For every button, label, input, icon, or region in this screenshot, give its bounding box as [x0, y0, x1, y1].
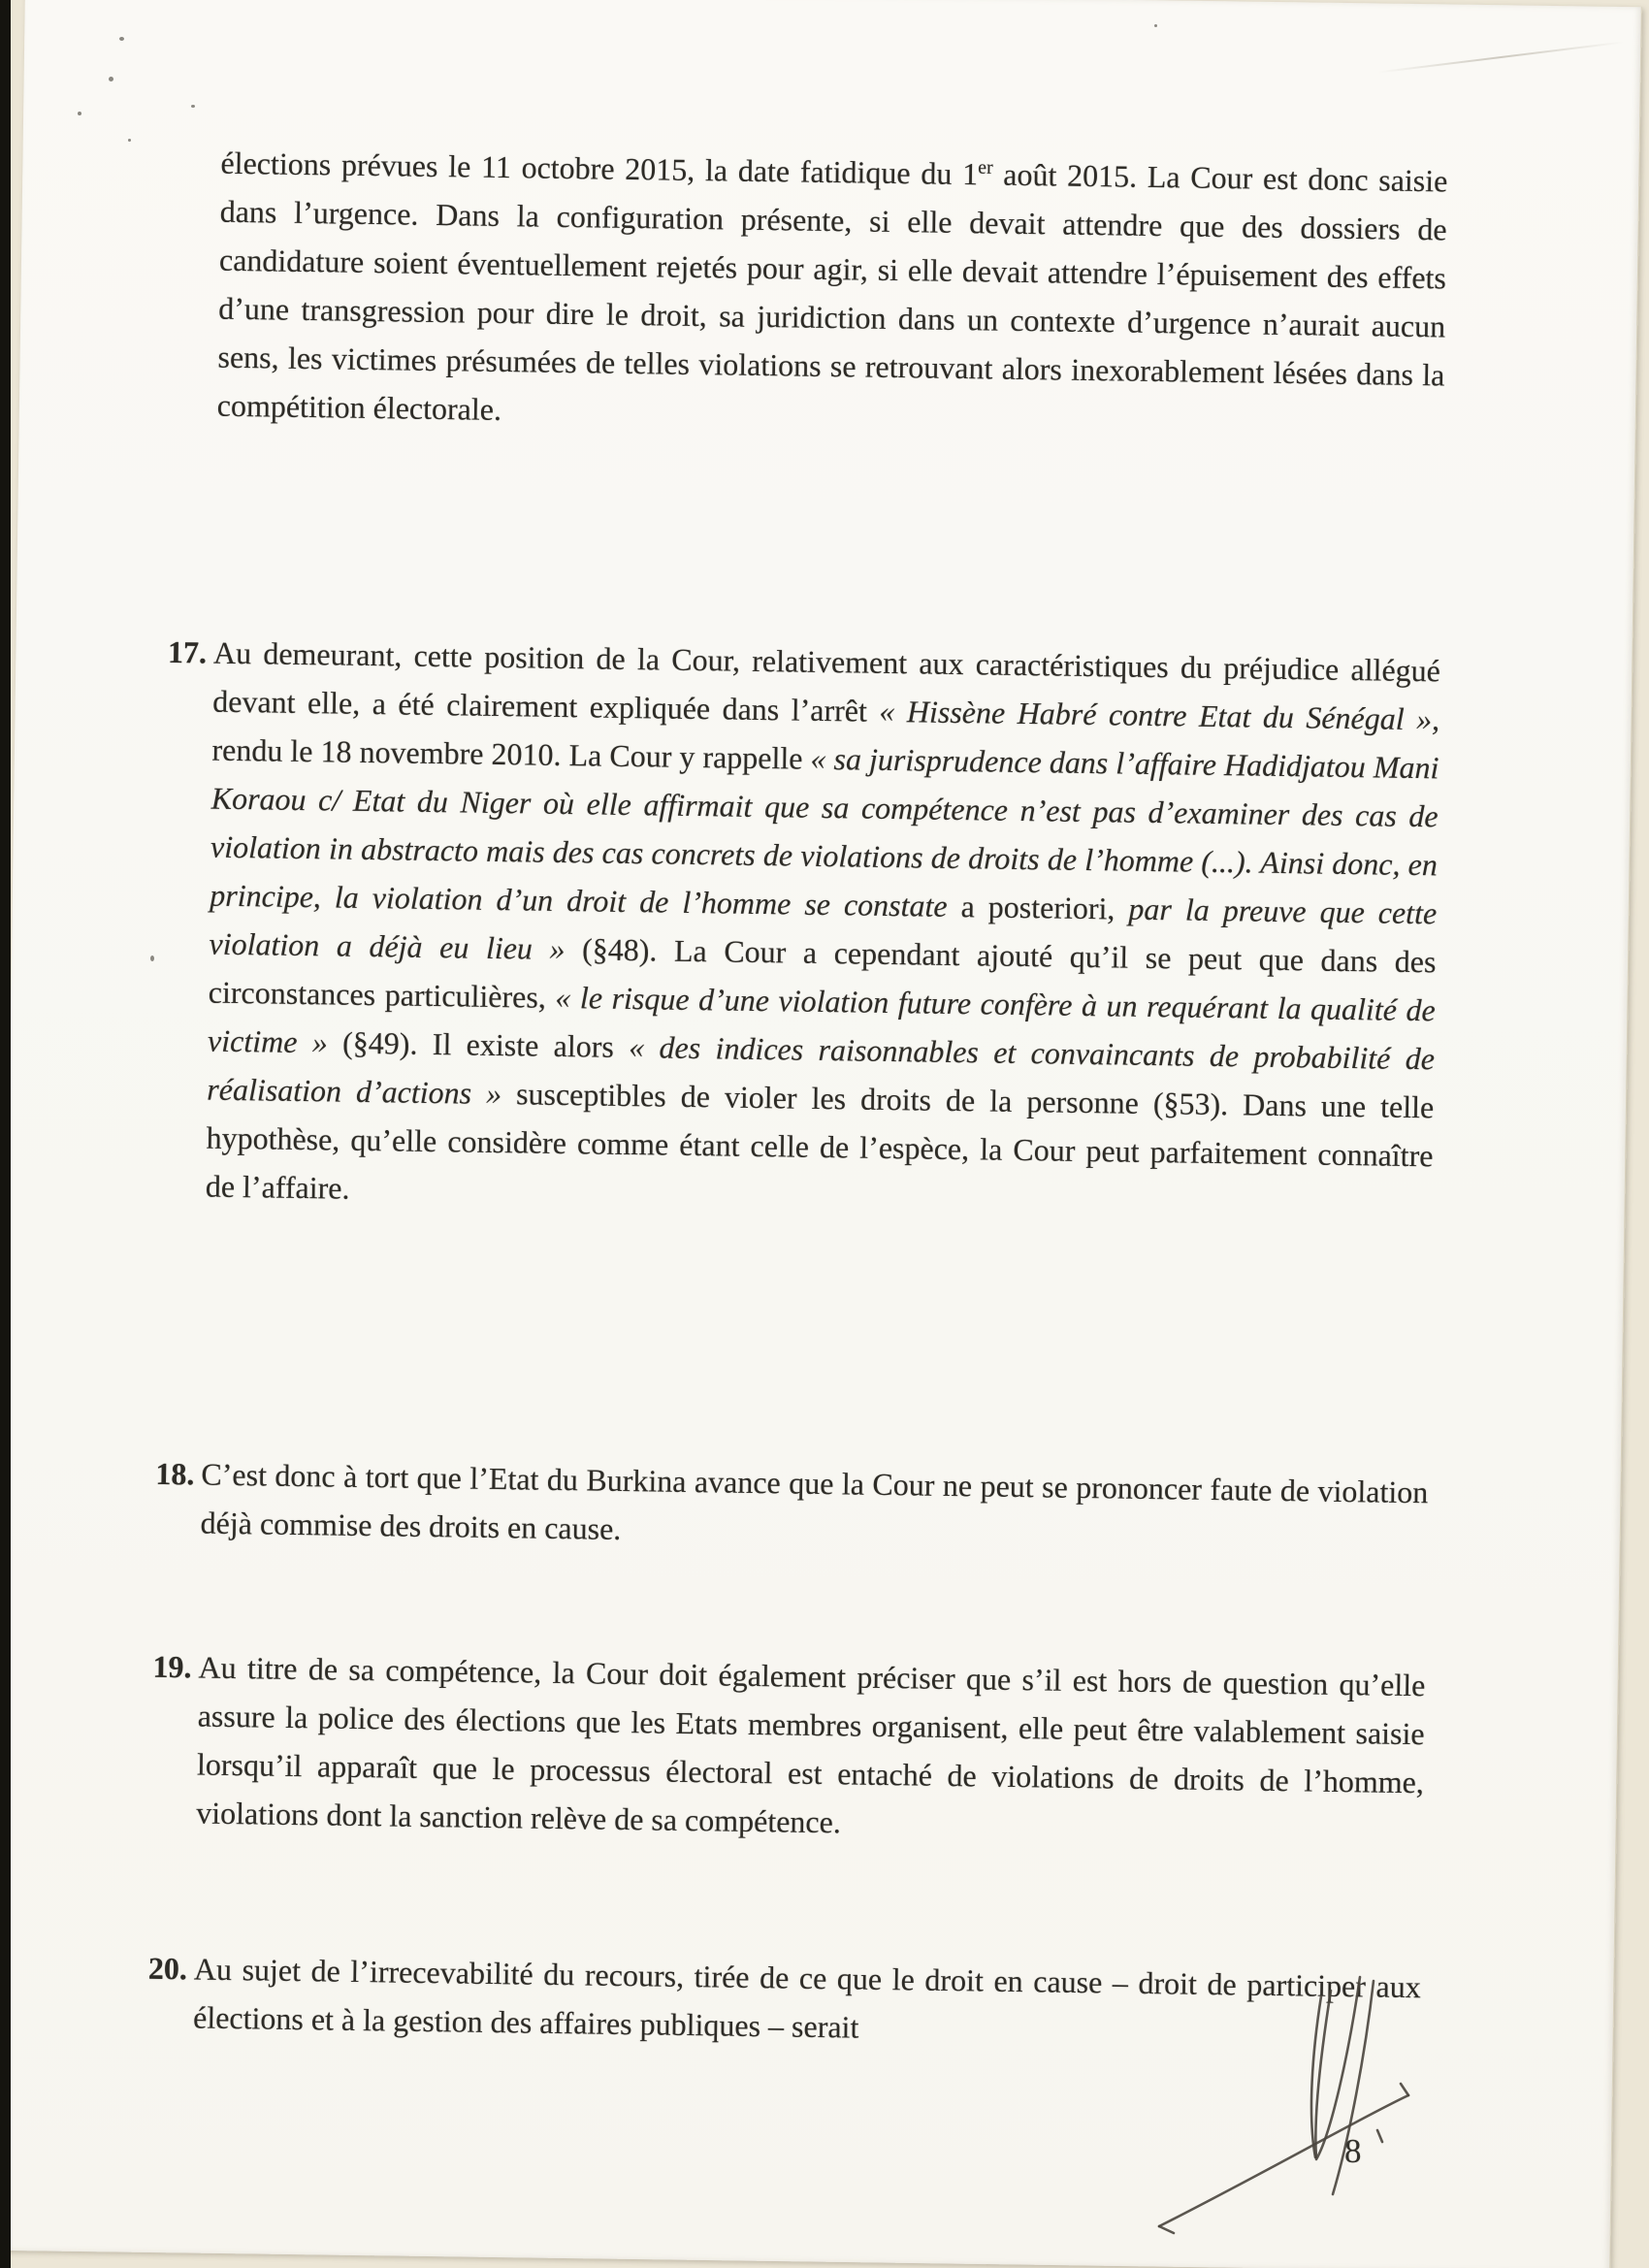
text-segment: par la preuve que cette violation a déjà eu lieu » [209, 891, 1438, 967]
text-segment: « sa jurisprudence dans l’affaire Hadidjatou Mani Koraou c/ Etat du Niger où elle affirmait que sa compétence n’est pas d’examiner des cas de violation in abstracto mais des cas concrets de violations de droits de l’homme (...). Ainsi donc, en principe, la violation d’un droit de l’homme se constate [210, 740, 1439, 924]
scan-speck [150, 956, 154, 961]
text-segment: a posteriori, [960, 889, 1116, 926]
text-segment: « des indices raisonnables et convaincants de probabilité de réalisation d’actions » [207, 1029, 1436, 1112]
text-segment: Au sujet de l’irrecevabilité du recours, tirée de ce que le droit en cause – droit de participer aux élections et à la gestion des affaires publiques – serait [192, 1951, 1422, 2045]
scan-speck [1154, 24, 1157, 27]
text-segment: Au demeurant, cette position de la Cour, relativement aux caractéristiques du préjudice allégué devant elle, a été clairement expliquée dans l’arrêt [212, 634, 1441, 729]
scan-speck [191, 105, 195, 108]
paragraph-19 [150, 1642, 1426, 1855]
text-segment: susceptibles de violer les droits de la personne (§53). Dans une telle hypothèse, qu’elle considère comme étant celle de l’espèce, la Cour peut parfaitement connaître de l’affaire. [205, 1076, 1435, 1206]
text-segment: élections prévues le 11 octobre 2015, la date fatidique du 1 [220, 145, 979, 192]
text-segment: (§49). Il existe alors [327, 1024, 630, 1065]
text-segment: Au titre de sa compétence, la Cour doit également préciser que s’il est hors de question qu’elle assure la police des élections que les Etats membres organisent, elle peut être valablement saisie lorsqu’il apparaît que le processus électoral est entaché de violations de droits de l’homme, violations dont la sanction relève de sa compétence. [196, 1649, 1426, 1840]
paragraph-number: 18. [155, 1455, 195, 1492]
text-segment: rendu le 18 novembre 2010. La Cour y rappelle [211, 731, 811, 776]
paragraph-number: 17. [167, 633, 208, 670]
scan-speck [78, 112, 81, 115]
scan-speck [119, 37, 124, 41]
text-segment: « le risque d’une violation future confère à un requérant la qualité de victime » [207, 979, 1436, 1060]
paragraph-17 [160, 628, 1441, 1228]
paragraph-continuation [171, 138, 1447, 447]
text-segment: (§48). La Cour a cependant ajouté qu’il se peut que dans des circonstances particulières, [208, 931, 1437, 1015]
text-segment: août 2015. La Cour est donc saisie dans l’urgence. Dans la configuration présente, si elle devait attendre que des dossiers de candidature soient éventuellement rejetés pour agir, si elle devait attendre l’épuisement des effets d’une transgression pour dire le droit, sa juridiction dans un contexte d’urgence n’aurait aucun sens, les victimes présumées de telles violations se retrouvant alors inexorablement lésées dans la compétition électorale. [216, 156, 1448, 427]
scan-edge-left [0, 0, 11, 2268]
signature-paraph [1116, 1940, 1445, 2260]
paragraph-number: 20. [147, 1950, 188, 1987]
paragraph-number: 19. [152, 1648, 192, 1685]
scan-speck [128, 139, 131, 142]
text-segment: er [978, 156, 993, 178]
text-segment: « Hissène Habré contre Etat du Sénégal », [879, 693, 1440, 737]
paragraph-18 [154, 1449, 1428, 1565]
page-number: 8 [1344, 2132, 1362, 2170]
text-segment: C’est donc à tort que l’Etat du Burkina avance que la Cour ne peut se prononcer faute de violation déjà commise des droits en cause. [200, 1456, 1429, 1546]
scan-speck [109, 77, 113, 81]
